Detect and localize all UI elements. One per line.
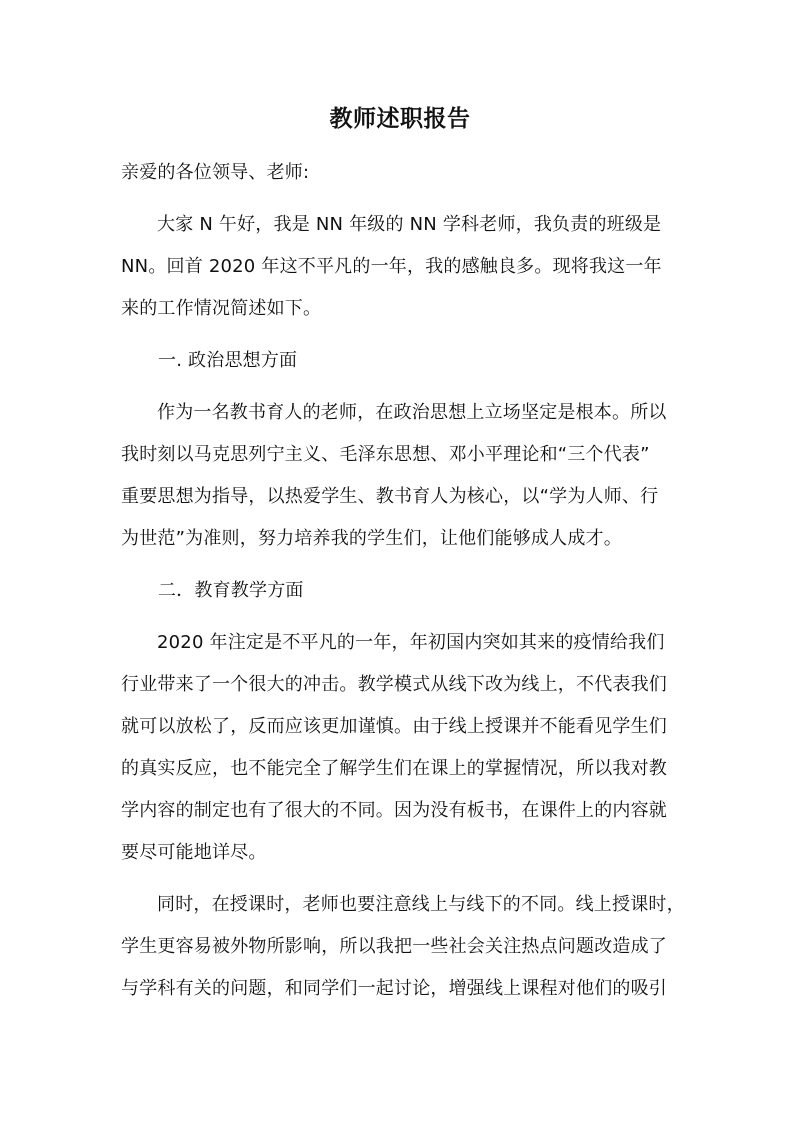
paragraph-line: NN。回首 2020 年这不平凡的一年，我的感触良多。现将我这一年 <box>121 256 662 277</box>
paragraph-line: 2020 年注定是不平凡的一年，年初国内突如其来的疫情给我们 <box>157 632 665 653</box>
paragraph-line: 要尽可能地详尽。 <box>121 842 267 863</box>
paragraph-line: 为世范”为准则，努力培养我的学生们，让他们能够成人成才。 <box>121 528 622 549</box>
section-heading: 一. 政治思想方面 <box>158 350 298 371</box>
paragraph-line: 学内容的制定也有了很大的不同。因为没有板书，在课件上的内容就 <box>121 800 667 821</box>
paragraph-line: 行业带来了一个很大的冲击。教学模式从线下改为线上，不代表我们 <box>121 674 667 695</box>
paragraph-line: 学生更容易被外物所影响，所以我把一些社会关注热点问题改造成了 <box>121 936 667 957</box>
paragraph-line: 重要思想为指导，以热爱学生、教书育人为核心，以“学为人师、行 <box>121 486 659 507</box>
section-heading: 二．教育教学方面 <box>158 580 304 601</box>
paragraph-line: 与学科有关的问题，和同学们一起讨论，增强线上课程对他们的吸引 <box>121 978 667 999</box>
paragraph-line: 的真实反应，也不能完全了解学生们在课上的掌握情况，所以我对教 <box>121 758 667 779</box>
paragraph-line: 我时刻以马克思列宁主义、毛泽东思想、邓小平理论和“三个代表” <box>121 444 650 465</box>
paragraph-line: 大家 N 午好，我是 NN 年级的 NN 学科老师，我负责的班级是 <box>157 214 662 235</box>
paragraph-line: 同时，在授课时，老师也要注意线上与线下的不同。线上授课时， <box>157 894 685 915</box>
document-title: 教师述职报告 <box>329 106 471 132</box>
paragraph-line: 就可以放松了，反而应该更加谨慎。由于线上授课并不能看见学生们 <box>121 716 667 737</box>
paragraph-line: 作为一名教书育人的老师，在政治思想上立场坚定是根本。所以 <box>157 402 667 423</box>
salutation: 亲爱的各位领导、老师: <box>121 162 310 183</box>
paragraph-line: 来的工作情况简述如下。 <box>121 298 322 319</box>
